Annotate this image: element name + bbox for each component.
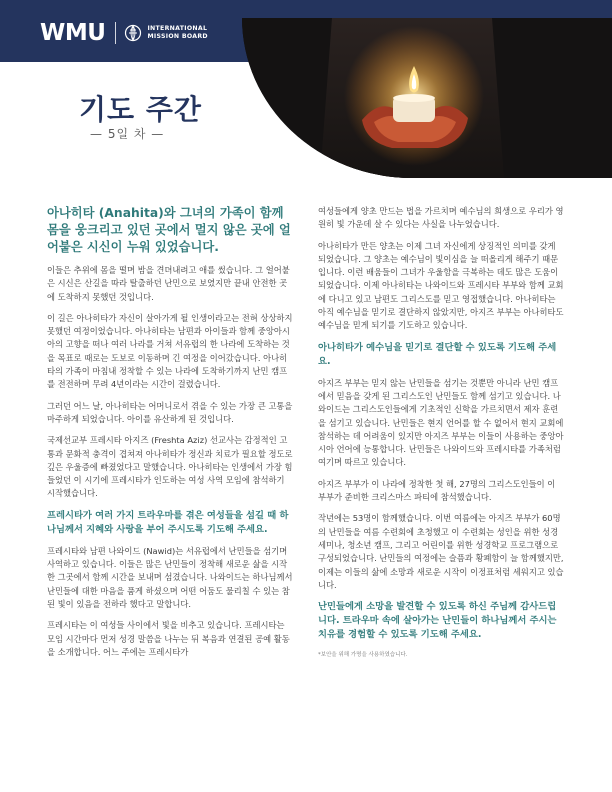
logo-divider (115, 22, 116, 44)
body-paragraph: 작년에는 53명이 함께했습니다. 이번 여름에는 아지즈 부부가 60명의 난민들을 여름 수련회에 초청했고 이 수련회는 성인을 위한 성경 세미나, 청소년 캠프, 그리고 어린이를 위한 성경학교 프로그램으로 구성되었습니다. 난민들의 여정에는 슬픔과 황폐함이 늘 함께했지만, 이제는 이들의 삶에 소망과 새로운 시작이 이정표처럼 세워지고 있습니다. (318, 513, 564, 590)
logo-imb-text (147, 25, 207, 41)
body-paragraph: 프레시타는 이 여성들 사이에서 빛을 비추고 있습니다. 프레시타는 모임 시간마다 먼저 성경 말씀을 나누는 뒤 복음과 연결된 공예 활동을 소개합니다. 어느 주에는 프레시타가 (47, 620, 290, 657)
body-paragraph: 아지즈 부부는 믿지 않는 난민들을 섬기는 것뿐만 아니라 난민 캠프에서 믿음을 갖게 된 그리스도인 난민들도 함께 섬기고 있습니다. 나와이드는 그리스도인들에게 기초적인 신학을 가르치면서 제자 훈련을 섬기고 있습니다. 난민들은 현지 언어를 할 수 없어서 현지 교회에 참석하는 데 어려움이 있지만 아지즈 부부는 이들이 사용하는 중앙아시아 언어에 능통합니다. 난민들은 나와이드와 프레시타를 가족처럼 여기며 따르고 있습니다. (318, 377, 564, 468)
body-paragraph: 여성들에게 양초 만드는 법을 가르치며 예수님의 희생으로 우리가 영원히 빛 가운데 살 수 있다는 사실을 나누었습니다. (318, 206, 564, 230)
right-column (318, 205, 564, 658)
page-title: 기도 주간 (79, 93, 202, 126)
body-paragraph: 프레시타와 남편 나와이드 (Nawid)는 서유럽에서 난민들을 섬기며 사역하고 있습니다. 이들은 많은 난민들이 정착해 새로운 삶을 시작한 그곳에서 함께 시간을 보내며 섬겼습니다. 나와이드는 하나님께서 난민들에 대한 마음을 품게 하셨으며 어떤 어둠도 물리칠 수 있는 참된 빛이 있음을 전하라 했다고 말합니다. (47, 545, 293, 609)
body-paragraph: 아나히타가 만든 양초는 이제 그녀 자신에게 상징적인 의미를 갖게 되었습니다. 그 양초는 예수님이 빛이심을 늘 떠올리게 해주기 때문입니다. 이런 배움들이 그녀가 우울함을 극복하는 데도 많은 도움이 되었습니다. 이제 아나히타는 나와이드와 프레시타 부부와 함께 교회에 다니고 있고 남편도 그리스도를 믿고 영접했습니다. 아나히타는 아직 예수님을 믿기로 결단하지 않았지만, 아지즈 부부는 아나히타도 예수님을 믿게 되기를 기도하고 있습니다. (318, 240, 564, 331)
logo (40, 20, 208, 46)
body-paragraph: 국제선교부 프레시타 아지즈 (Freshta Aziz) 선교사는 감정적인 고통과 문화적 충격이 겹쳐져 아나히타가 정신과 치료가 필요할 정도로 깊은 우울증에 빠졌었다고 말했습니다. 아나히타는 인생에서 가장 힘들었던 이 시기에 프레시타가 인도하는 여성 사역 모임에 참석하기 시작했습니다. (47, 435, 293, 499)
prayer-request: 난민들에게 소망을 발견할 수 있도록 하신 주님께 감사드립니다. 트라우마 속에 살아가는 난민들이 하나님께서 주시는 치유를 경험할 수 있도록 기도해 주세요. (318, 601, 557, 641)
footnote: *보안을 위해 가명을 사용하였습니다. (318, 652, 408, 659)
candle-hands-image (242, 18, 612, 178)
logo-imb-line1: INTERNATIONAL (147, 25, 208, 32)
page-subtitle: — 5일 차 — (90, 127, 165, 141)
body-paragraph: 이 길은 아나히타가 자신이 살아가게 될 인생이라고는 전혀 상상하지 못했던 여정이었습니다. 아나히타는 남편과 아이들과 함께 중앙아시아의 고향을 떠나 여러 나라를 거쳐 서유럽의 한 나라에 도착하는 것을 목표로 때로는 도보로 이동하며 긴 여정을 이어갔습니다. 아나히타의 가족이 마침내 정착할 수 있는 나라에 도착하기까지 난민 캠프를 전전하며 무려 4년이라는 시간이 걸렸습니다. (47, 312, 293, 390)
header-photo (242, 18, 612, 178)
prayer-request: 프레시타가 여러 가지 트라우마를 겪은 여성들을 섬길 때 하나님께서 지혜와 사랑을 부어 주시도록 기도해 주세요. (47, 509, 289, 535)
lead-paragraph: 아나히타 (Anahita)와 그녀의 가족이 함께 몸을 웅크리고 있던 곳에서 멀지 않은 곳에 얼어붙은 시신이 누워 있었습니다. (47, 206, 291, 254)
body-paragraph: 이들은 추위에 몸을 떨며 밤을 견뎌내려고 애를 썼습니다. 그 얼어붙은 시신은 산길을 따라 탈출하던 난민으로 보였지만 끝내 안전한 곳에 도착하지 못했던 것입니다. (47, 265, 290, 302)
body-paragraph: 아지즈 부부가 이 나라에 정착한 첫 해, 27명의 그리스도인들이 이 부부가 준비한 크리스마스 파티에 참석했습니다. (318, 478, 556, 503)
left-column (47, 205, 293, 667)
body-paragraph: 그러던 어느 날, 아나히타는 어머니로서 겪을 수 있는 가장 큰 고통을 마주하게 되었습니다. 아이를 유산하게 된 것입니다. (47, 400, 293, 424)
imb-globe-icon (124, 24, 142, 42)
logo-imb-line2: MISSION BOARD (147, 33, 208, 40)
prayer-request: 아나히타가 예수님을 믿기로 결단할 수 있도록 기도해 주세요. (318, 341, 557, 367)
logo-wmu: WMU (40, 20, 106, 46)
